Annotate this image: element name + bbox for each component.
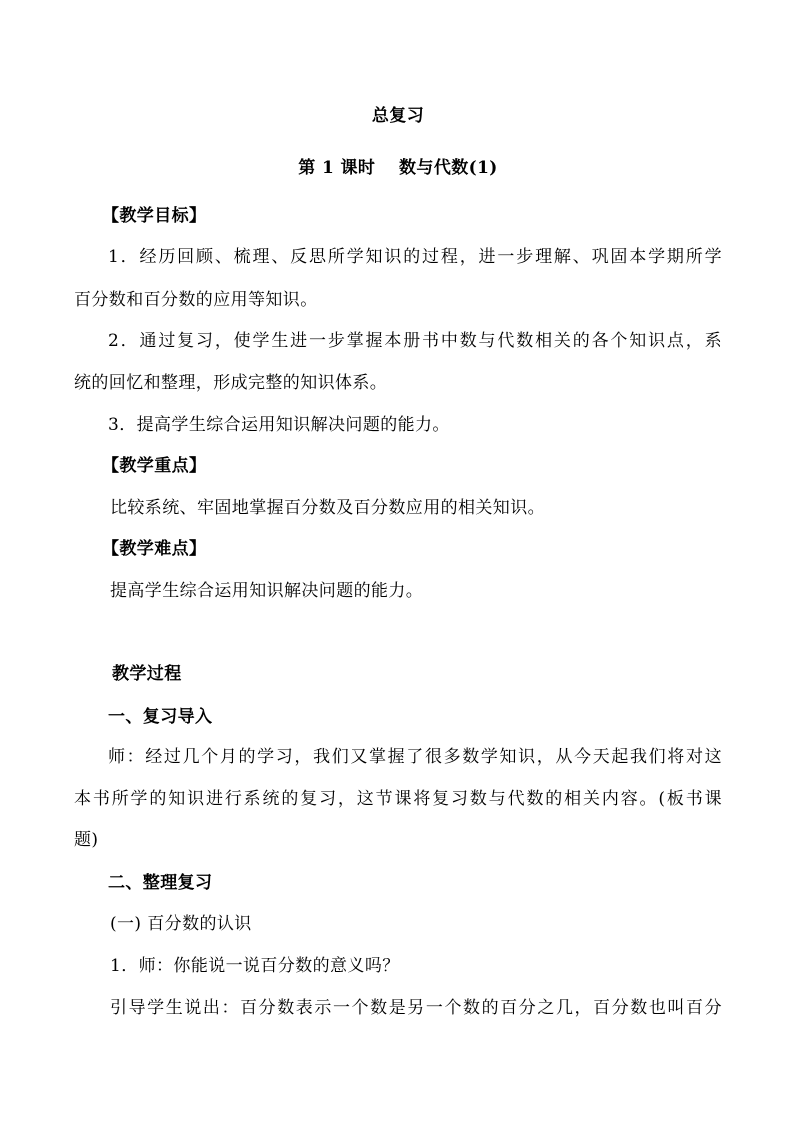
objective-2-line-2: 统的回忆和整理，形成完整的知识体系。: [74, 373, 388, 393]
objective-1-line-2: 百分数和百分数的应用等知识。: [74, 290, 318, 310]
key-points-text: 比较系统、牢固地掌握百分数及百分数应用的相关知识。: [110, 498, 545, 518]
lesson-subtitle: 第 1 课时 数与代数(1): [298, 158, 498, 178]
key-points-heading: 【教学重点】: [102, 456, 207, 476]
objective-2-line-1: 2．通过复习，使学生进一步掌握本册书中数与代数相关的各个知识点，系: [108, 331, 722, 351]
subsection-1-heading: (一) 百分数的认识: [110, 914, 252, 934]
item-1: 1．师：你能说一说百分数的意义吗？: [110, 956, 400, 976]
objectives-heading: 【教学目标】: [102, 206, 207, 226]
section-1-heading: 一、复习导入: [108, 707, 213, 727]
guide-line: 引导学生说出：百分数表示一个数是另一个数的百分之几，百分数也叫百分: [110, 998, 722, 1018]
difficulties-heading: 【教学难点】: [102, 539, 207, 559]
objective-3: 3．提高学生综合运用知识解决问题的能力。: [108, 415, 450, 435]
objective-1-line-1: 1．经历回顾、梳理、反思所学知识的过程，进一步理解、巩固本学期所学: [108, 247, 722, 267]
section-2-heading: 二、整理复习: [108, 873, 213, 893]
difficulties-text: 提高学生综合运用知识解决问题的能力。: [110, 581, 424, 601]
process-heading: 教学过程: [112, 664, 182, 684]
section-1-line-1: 师：经过几个月的学习，我们又掌握了很多数学知识，从今天起我们将对这: [108, 747, 722, 767]
section-1-line-3: 题): [74, 830, 99, 850]
doc-title: 总复习: [371, 106, 425, 126]
section-1-line-2: 本书所学的知识进行系统的复习，这节课将复习数与代数的相关内容。(板书课: [74, 789, 722, 809]
